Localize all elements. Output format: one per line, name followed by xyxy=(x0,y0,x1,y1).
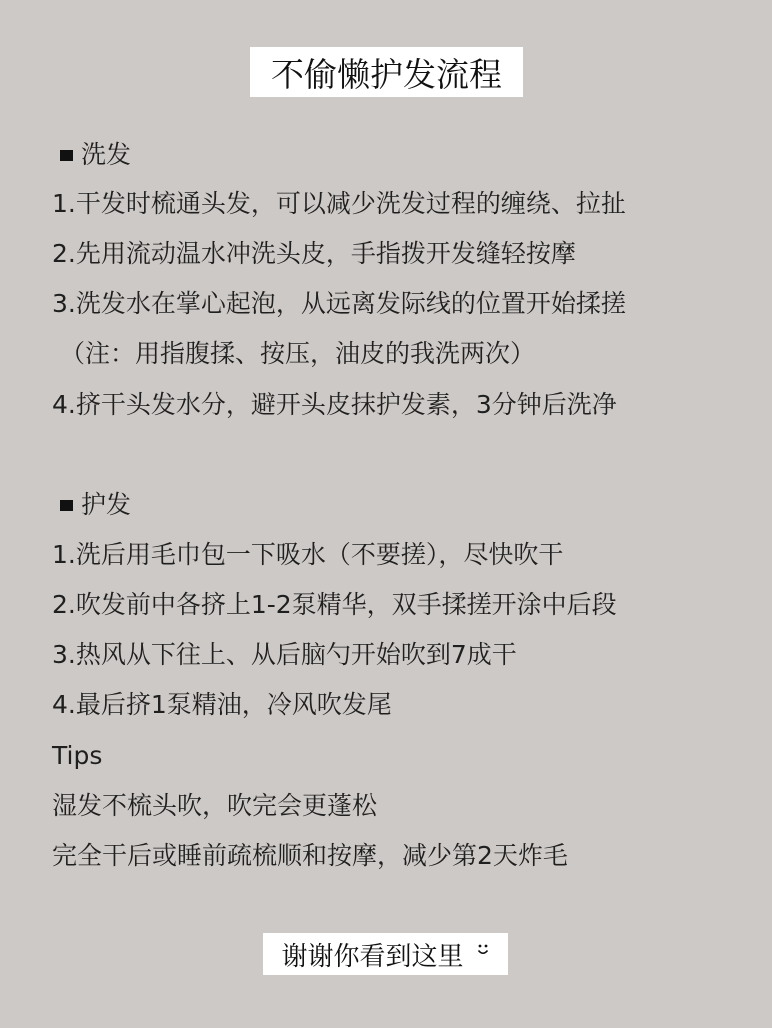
wash-step-2: 2.先用流动温水冲洗头皮，手指拨开发缝轻按摩 xyxy=(52,239,576,268)
wash-section-heading xyxy=(60,138,131,172)
care-step-2: 2.吹发前中各挤上1-2泵精华，双手揉搓开涂中后段 xyxy=(52,590,617,619)
wash-step-1: 1.干发时梳通头发，可以减少洗发过程的缠绕、拉扯 xyxy=(52,189,626,218)
care-heading-text: 护发 xyxy=(81,490,132,519)
wash-heading-text: 洗发 xyxy=(81,140,132,169)
care-section-heading xyxy=(60,488,131,522)
care-step-1: 1.洗后用毛巾包一下吸水（不要搓），尽快吹干 xyxy=(52,540,564,569)
square-bullet-icon xyxy=(60,150,73,161)
footer-thanks xyxy=(263,933,508,975)
tips-heading: Tips xyxy=(52,741,103,770)
wash-step-3: 3.洗发水在掌心起泡，从远离发际线的位置开始揉搓 xyxy=(52,289,626,318)
tip-1: 湿发不梳头吹，吹完会更蓬松 xyxy=(52,791,378,820)
footer-text: 谢谢你看到这里 xyxy=(281,941,464,972)
smiley-icon xyxy=(476,943,490,957)
wash-step-3-note: （注：用指腹揉、按压，油皮的我洗两次） xyxy=(60,339,536,368)
wash-step-4: 4.挤干头发水分，避开头皮抹护发素，3分钟后洗净 xyxy=(52,390,617,419)
care-step-3: 3.热风从下往上、从后脑勺开始吹到7成干 xyxy=(52,640,517,669)
square-bullet-icon xyxy=(60,500,73,511)
page-title-text: 不偷懒护发流程 xyxy=(271,54,502,94)
page-title xyxy=(250,47,523,97)
tip-2: 完全干后或睡前疏梳顺和按摩，减少第2天炸毛 xyxy=(52,841,568,870)
care-step-4: 4.最后挤1泵精油，冷风吹发尾 xyxy=(52,690,392,719)
